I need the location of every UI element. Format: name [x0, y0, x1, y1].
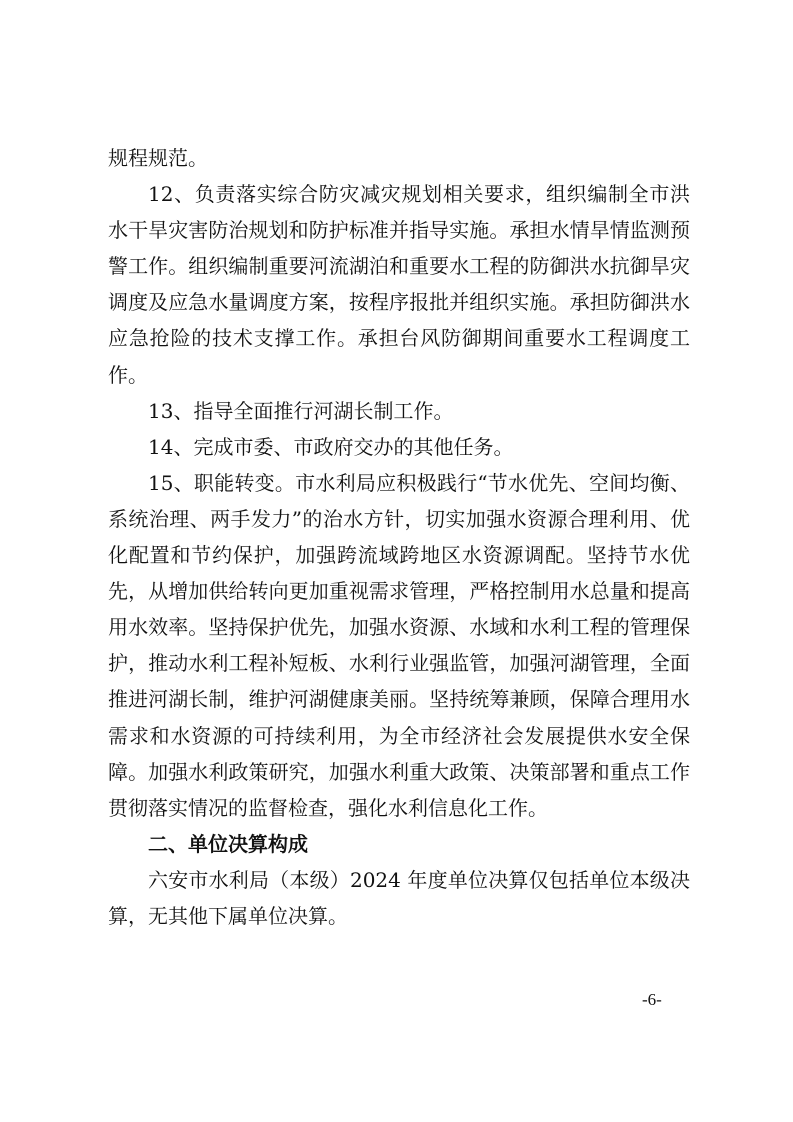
paragraph-item-15: 15、职能转变。市水利局应积极践行“节水优先、空间均衡、系统治理、两手发力”的治水方针，切实加强水资源合理利用、优化配置和节约保护，加强跨流域跨地区水资源调配。坚持节水优先，从增加供给转向更加重视需求管理，严格控制用水总量和提高用水效率。坚持保护优先，加强水资源、水域和水利工程的管理保护，推动水利工程补短板、水利行业强监管，加强河湖管理，全面推进河湖长制，维护河湖健康美丽。坚持统筹兼顾，保障合理用水需求和水资源的可持续利用，为全市经济社会发展提供水安全保障。加强水利政策研究，加强水利重大政策、决策部署和重点工作贯彻落实情况的监督检查，强化水利信息化工作。 [108, 470, 690, 820]
document-body [108, 140, 690, 934]
page-number: -6- [642, 990, 662, 1009]
paragraph-continued: 规程规范。 [108, 146, 208, 170]
paragraph-item-14: 14、完成市委、市政府交办的其他任务。 [148, 434, 514, 459]
section-paragraph: 六安市水利局（本级）2024 年度单位决算仅包括单位本级决算，无其他下属单位决算。 [108, 867, 690, 928]
section-heading: 二、单位决算构成 [148, 831, 308, 856]
paragraph-item-13: 13、指导全面推行河湖长制工作。 [148, 398, 454, 423]
paragraph-item-12: 12、负责落实综合防灾减灾规划相关要求，组织编制全市洪水干旱灾害防治规划和防护标准并指导实施。承担水情旱情监测预警工作。组织编制重要河流湖泊和重要水工程的防御洪水抗御旱灾调度及应急水量调度方案，按程序报批并组织实施。承担防御洪水应急抢险的技术支撑工作。承担台风防御期间重要水工程调度工作。 [108, 182, 690, 387]
